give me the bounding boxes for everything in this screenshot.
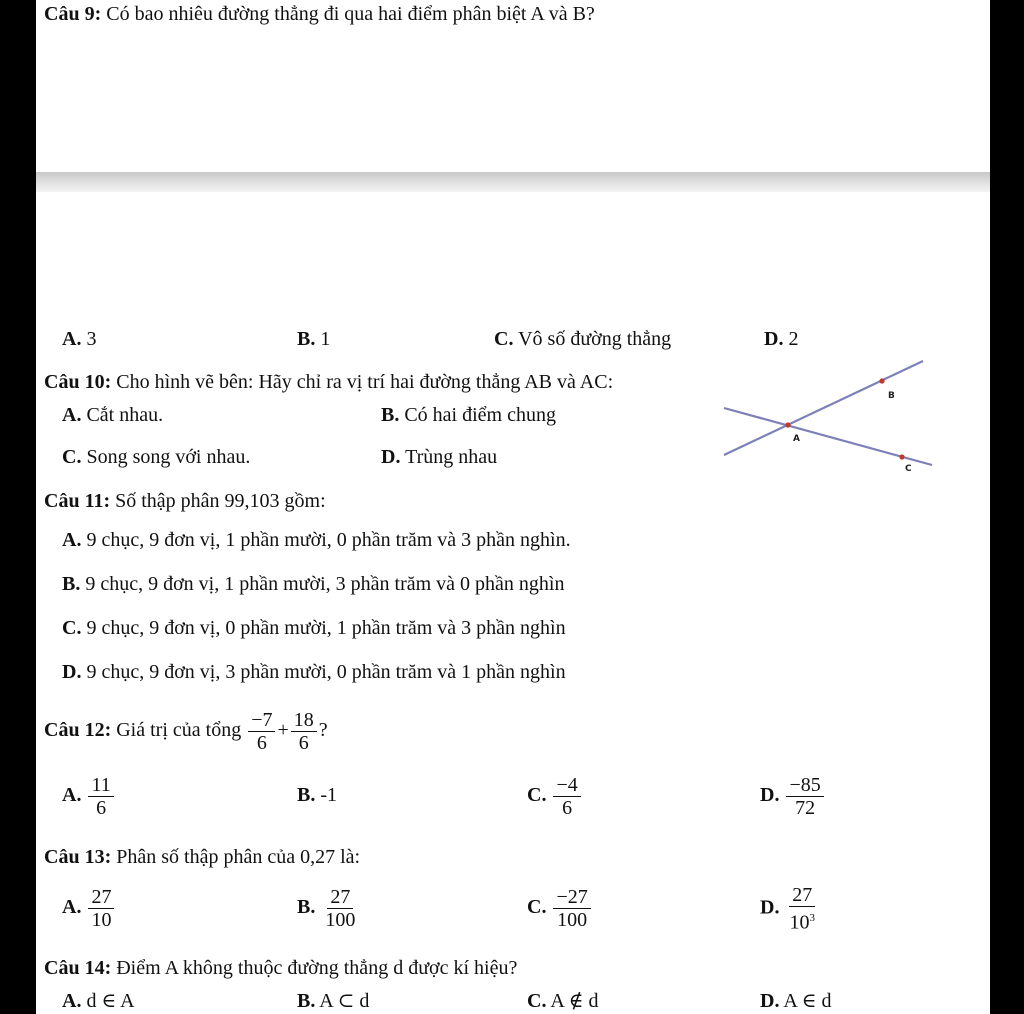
option-key: D.	[760, 896, 780, 919]
question-text: Số thập phân 99,103 gồm:	[115, 490, 326, 512]
denominator: 100	[325, 908, 356, 931]
question-label: Câu 11:	[44, 490, 111, 512]
option-text: 2	[788, 328, 799, 350]
option-text: A ∉ d	[550, 990, 599, 1012]
denominator: 100	[557, 908, 588, 931]
option-d[interactable]	[381, 445, 497, 469]
question-text: Cho hình vẽ bên: Hãy chỉ ra vị trí hai đường thẳng AB và AC:	[116, 371, 614, 393]
option-a[interactable]	[62, 772, 116, 819]
fraction	[786, 774, 823, 819]
denominator	[786, 907, 818, 934]
option-key: B.	[381, 404, 400, 426]
option-d[interactable]	[764, 327, 798, 351]
denominator: 6	[562, 796, 573, 819]
question-11	[44, 489, 326, 513]
option-key: C.	[494, 328, 514, 350]
den-exponent: 3	[809, 912, 815, 924]
option-text: 9 chục, 9 đơn vị, 3 phần mười, 0 phần trăm và 1 phần nghìn	[86, 661, 566, 683]
option-d[interactable]	[760, 772, 826, 819]
question-label: Câu 10:	[44, 371, 112, 393]
numerator: 27	[789, 884, 815, 907]
fraction	[553, 774, 580, 819]
option-key: B.	[297, 328, 316, 350]
option-text: d ∈ A	[86, 990, 135, 1012]
fraction	[786, 884, 818, 934]
fraction	[88, 886, 114, 931]
question-label: Câu 12:	[44, 719, 112, 741]
option-key: D.	[764, 328, 784, 350]
question-label: Câu 13:	[44, 846, 112, 868]
page-gap	[36, 172, 990, 192]
numerator: 27	[327, 886, 353, 909]
denominator: 6	[96, 796, 107, 819]
question-text: Phân số thập phân của 0,27 là:	[116, 846, 361, 868]
option-text: Có hai điểm chung	[404, 404, 556, 426]
option-a[interactable]	[62, 528, 571, 552]
option-c[interactable]	[527, 989, 599, 1013]
option-text: 1	[320, 328, 331, 350]
option-c[interactable]	[494, 327, 671, 351]
option-text: Vô số đường thẳng	[518, 328, 672, 350]
plus-sign: +	[277, 719, 289, 741]
den-base: 10	[789, 911, 810, 934]
option-key: B.	[297, 896, 316, 918]
option-key: C.	[527, 990, 547, 1012]
question-text: Có bao nhiêu đường thẳng đi qua hai điểm phân biệt A và B?	[106, 3, 595, 25]
option-text: 3	[86, 328, 97, 350]
option-c[interactable]	[527, 884, 593, 931]
option-key: D.	[381, 446, 401, 468]
question-14	[44, 956, 517, 980]
point-a	[785, 422, 790, 427]
numerator: −85	[786, 774, 823, 797]
label-a: A	[793, 434, 800, 444]
option-key: A.	[62, 990, 82, 1012]
question-9	[44, 2, 595, 26]
option-c[interactable]	[62, 616, 566, 640]
question-text: Điểm A không thuộc đường thẳng d được kí hiệu?	[116, 957, 518, 979]
option-d[interactable]	[760, 989, 832, 1013]
lines-figure	[718, 355, 940, 485]
option-b[interactable]	[297, 884, 360, 931]
label-c: C	[905, 464, 912, 474]
question-mark: ?	[318, 719, 328, 741]
label-b: B	[888, 391, 895, 401]
option-c[interactable]	[527, 772, 583, 819]
question-label: Câu 14:	[44, 957, 112, 979]
option-a[interactable]	[62, 327, 96, 351]
option-key: B.	[62, 573, 81, 595]
denominator: 6	[298, 731, 309, 754]
option-b[interactable]	[297, 327, 330, 351]
numerator: 27	[88, 886, 114, 909]
denominator: 10	[91, 908, 112, 931]
point-b	[879, 378, 884, 383]
point-c	[899, 454, 904, 459]
option-key: C.	[62, 617, 82, 639]
fraction	[248, 709, 275, 754]
option-key: A.	[62, 328, 82, 350]
option-key: C.	[62, 446, 82, 468]
option-text: A ⊂ d	[319, 990, 370, 1012]
question-13	[44, 845, 360, 869]
option-key: B.	[297, 784, 316, 806]
option-key: A.	[62, 404, 82, 426]
option-b[interactable]	[297, 989, 369, 1013]
question-10	[44, 370, 613, 394]
option-a[interactable]	[62, 403, 163, 427]
option-key: C.	[527, 784, 547, 806]
option-text: -1	[320, 784, 338, 806]
option-a[interactable]	[62, 884, 116, 931]
option-text: Trùng nhau	[405, 446, 498, 468]
option-key: C.	[527, 896, 547, 918]
fraction	[291, 709, 317, 754]
option-key: A.	[62, 529, 82, 551]
option-b[interactable]	[62, 572, 564, 596]
numerator: 18	[291, 709, 317, 732]
option-text: 9 chục, 9 đơn vị, 0 phần mười, 1 phần trăm và 3 phần nghìn	[86, 617, 566, 639]
option-text: Cắt nhau.	[86, 404, 164, 426]
fraction	[322, 886, 358, 931]
option-text: A ∈ d	[783, 990, 832, 1012]
option-key: A.	[62, 896, 82, 918]
option-key: B.	[297, 990, 316, 1012]
page-main	[36, 192, 990, 1014]
line-ab	[724, 361, 923, 455]
option-b[interactable]	[381, 403, 556, 427]
fraction	[553, 886, 590, 931]
option-d[interactable]	[62, 660, 566, 684]
option-key: D.	[62, 661, 82, 683]
question-text: Giá trị của tổng	[116, 719, 242, 741]
option-b[interactable]	[297, 772, 337, 818]
question-12	[44, 707, 328, 754]
numerator: 11	[88, 774, 113, 797]
fraction	[88, 774, 113, 819]
option-key: A.	[62, 784, 82, 806]
denominator: 72	[795, 796, 816, 819]
numerator: −27	[553, 886, 590, 909]
numerator: −4	[553, 774, 580, 797]
option-text: Song song với nhau.	[86, 446, 251, 468]
question-label: Câu 9:	[44, 3, 102, 25]
option-d[interactable]	[760, 884, 820, 934]
option-key: D.	[760, 784, 780, 806]
option-c[interactable]	[62, 445, 250, 469]
denominator: 6	[256, 731, 267, 754]
option-key: D.	[760, 990, 780, 1012]
option-a[interactable]	[62, 989, 135, 1013]
option-text: 9 chục, 9 đơn vị, 1 phần mười, 0 phần trăm và 3 phần nghìn.	[86, 529, 571, 551]
option-text: 9 chục, 9 đơn vị, 1 phần mười, 3 phần trăm và 0 phần nghìn	[85, 573, 565, 595]
numerator: −7	[248, 709, 275, 732]
